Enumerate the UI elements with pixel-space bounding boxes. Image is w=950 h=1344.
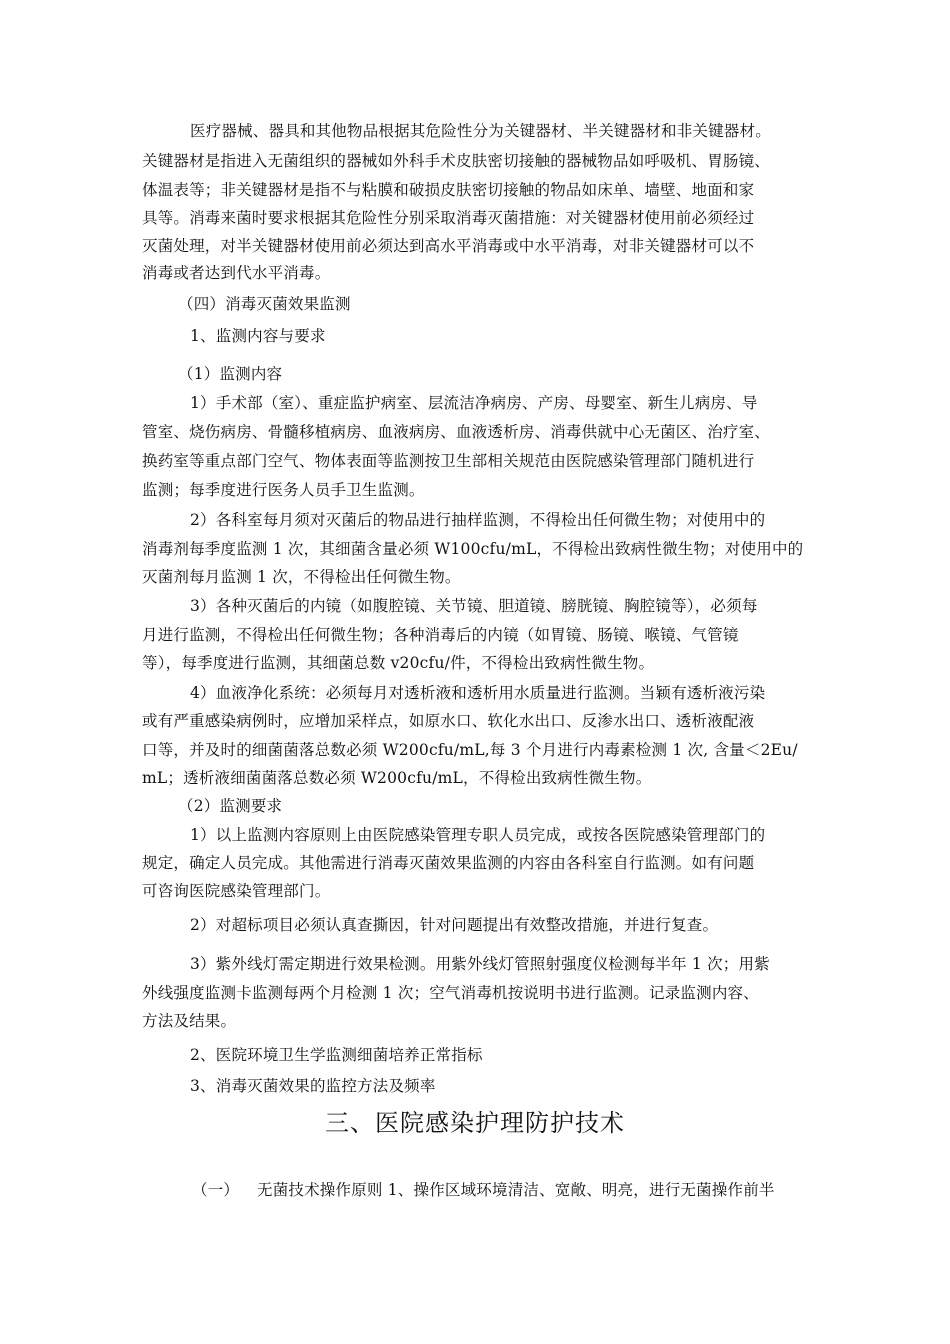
section-heading: 三、医院感染护理防护技术	[325, 1109, 625, 1137]
text-line: 3）各种灭菌后的内镜（如腹腔镜、关节镜、胆道镜、膀胱镜、胸腔镜等），必须每	[190, 597, 758, 615]
subsection-text: 无菌技术操作原则 1、操作区域环境清洁、宽敞、明亮，进行无菌操作前半	[257, 1181, 775, 1199]
text-line: 体温表等；非关键器材是指不与粘膜和破损皮肤密切接触的物品如床单、墙壁、地面和家	[142, 181, 755, 199]
text-line: 月进行监测，不得检出任何微生物；各种消毒后的内镜（如胃镜、肠镜、喉镜、气管镜	[142, 626, 739, 644]
text-line: 医疗器械、器具和其他物品根据其危险性分为关键器材、半关键器材和非关键器材。	[190, 122, 771, 140]
text-line: 方法及结果。	[142, 1012, 237, 1030]
text-line: 可咨询医院感染管理部门。	[142, 882, 331, 900]
text-line: 或有严重感染病例时，应增加采样点，如原水口、软化水出口、反渗水出口、透析液配液	[142, 712, 755, 730]
item-heading: 2、医院环境卫生学监测细菌培养正常指标	[190, 1046, 483, 1064]
item-heading: 1、监测内容与要求	[190, 327, 326, 345]
text-line: 规定，确定人员完成。其他需进行消毒灭菌效果监测的内容由各科室自行监测。如有问题	[142, 854, 755, 872]
text-line: 1）以上监测内容原则上由医院感染管理专职人员完成，或按各医院感染管理部门的	[190, 826, 766, 844]
text-line: 灭菌处理，对半关键器材使用前必须达到高水平消毒或中水平消毒，对非关键器材可以不	[142, 237, 755, 255]
text-line: 消毒或者达到代水平消毒。	[142, 264, 331, 282]
text-line: 1）手术部（室）、重症监护病室、层流洁净病房、产房、母婴室、新生儿病房、导	[190, 394, 758, 412]
text-line: 等），每季度进行监测，其细菌总数 v20cfu/件，不得检出致病性微生物。	[142, 654, 655, 672]
text-line: 具等。消毒来菌时要求根据其危险性分别采取消毒灭菌措施：对关键器材使用前必须经过	[142, 209, 755, 227]
item-heading: （2）监测要求	[178, 797, 283, 815]
text-line: 3）紫外线灯需定期进行效果检测。用紫外线灯管照射强度仪检测每半年 1 次；用紫	[190, 955, 770, 973]
item-heading: 3、消毒灭菌效果的监控方法及频率	[190, 1077, 436, 1095]
text-line: 监测；每季度进行医务人员手卫生监测。	[142, 481, 425, 499]
text-line: 消毒剂每季度监测 1 次，其细菌含量必须 W100cfu/mL，不得检出致病性微生物；对使用中的	[142, 540, 804, 558]
item-heading: （1）监测内容	[178, 365, 283, 383]
subsection-heading: （四）消毒灭菌效果监测	[178, 295, 351, 313]
text-line: 2）各科室每月须对灭菌后的物品进行抽样监测，不得检出任何微生物；对使用中的	[190, 511, 766, 529]
text-line: 灭菌剂每月监测 1 次，不得检出任何微生物。	[142, 568, 461, 586]
text-line: 4）血液净化系统：必须每月对透析液和透析用水质量进行监测。当颖有透析液污染	[190, 684, 766, 702]
subsection-number: （一）	[192, 1181, 240, 1199]
text-line: mL；透析液细菌菌落总数必须 W200cfu/mL，不得检出致病性微生物。	[142, 769, 652, 787]
text-line: 管室、烧伤病房、骨髓移植病房、血液病房、血液透析房、消毒供就中心无菌区、治疗室、	[142, 423, 771, 441]
text-line: 口等，并及时的细菌菌落总数必须 W200cfu/mL,每 3 个月进行内毒素检测 1 次, 含量＜2Eu/	[142, 741, 798, 759]
text-line: 关键器材是指进入无菌组织的器械如外科手术皮肤密切接触的器械物品如呼吸机、胃肠镜、	[142, 152, 771, 170]
text-line: 2）对超标项目必须认真查撕因，针对问题提出有效整改措施，并进行复查。	[190, 916, 719, 934]
text-line: 外线强度监测卡监测每两个月检测 1 次；空气消毒机按说明书进行监测。记录监测内容、	[142, 984, 759, 1002]
text-line: 换药室等重点部门空气、物体表面等监测按卫生部相关规范由医院感染管理部门随机进行	[142, 452, 755, 470]
